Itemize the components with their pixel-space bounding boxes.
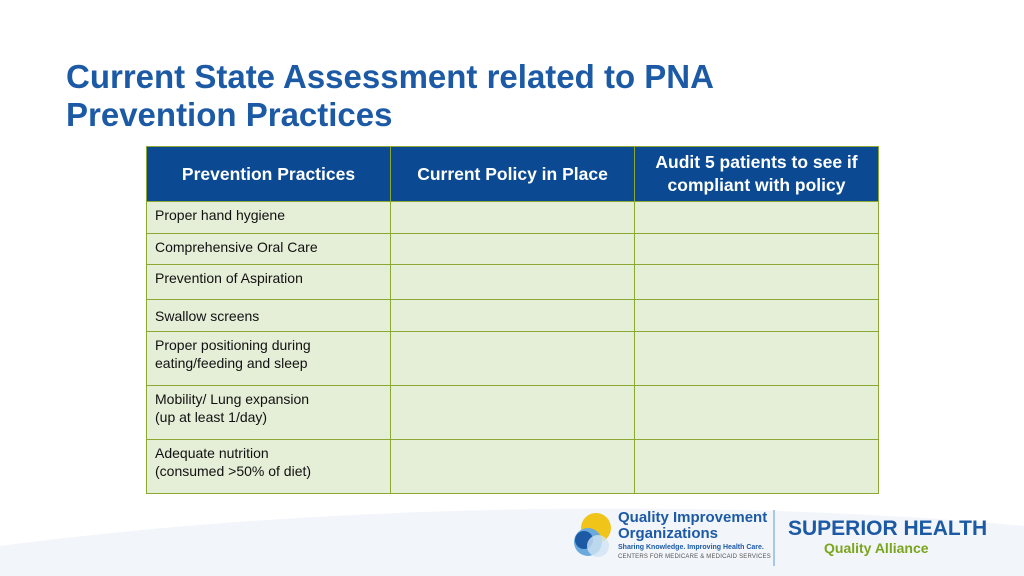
shqa-logo (788, 518, 987, 556)
shqa-subname: Quality Alliance (824, 540, 929, 556)
prevention-practices-table (146, 146, 879, 494)
qio-tagline: Sharing Knowledge. Improving Health Care. (618, 544, 764, 551)
table-row (147, 265, 879, 300)
table-row (147, 234, 879, 265)
practice-cell: Swallow screens (147, 300, 391, 332)
audit-cell[interactable] (635, 202, 879, 234)
policy-cell[interactable] (391, 300, 635, 332)
practice-cell: Mobility/ Lung expansion (up at least 1/day) (147, 386, 391, 440)
practice-cell: Adequate nutrition (consumed >50% of diet) (147, 440, 391, 494)
table-row (147, 332, 879, 386)
table-row (147, 300, 879, 332)
policy-cell[interactable] (391, 440, 635, 494)
logo-divider (773, 510, 775, 566)
header-current-policy: Current Policy in Place (391, 147, 635, 202)
policy-cell[interactable] (391, 265, 635, 300)
qio-cms: CENTERS FOR MEDICARE & MEDICAID SERVICES (618, 554, 771, 560)
policy-cell[interactable] (391, 202, 635, 234)
audit-cell[interactable] (635, 386, 879, 440)
qio-name-line-2: Organizations (618, 525, 719, 542)
practice-cell: Proper positioning during eating/feeding and sleep (147, 332, 391, 386)
qio-logo-text (618, 510, 771, 560)
practice-cell: Prevention of Aspiration (147, 265, 391, 300)
policy-cell[interactable] (391, 332, 635, 386)
table-row (147, 440, 879, 494)
audit-cell[interactable] (635, 440, 879, 494)
audit-cell[interactable] (635, 234, 879, 265)
table-row (147, 202, 879, 234)
header-prevention-practices: Prevention Practices (147, 147, 391, 202)
title-line-2: Prevention Practices (66, 96, 393, 133)
page-title (66, 58, 826, 134)
qio-name-line-1: Quality Improvement (618, 509, 768, 526)
header-audit-patients: Audit 5 patients to see if compliant with policy (635, 147, 879, 202)
policy-cell[interactable] (391, 234, 635, 265)
table-row (147, 386, 879, 440)
audit-cell[interactable] (635, 265, 879, 300)
table-header-row (147, 147, 879, 202)
qio-logo-icon (570, 510, 614, 562)
shqa-name: SUPERIOR HEALTH (788, 517, 988, 540)
title-line-1: Current State Assessment related to PNA (66, 58, 714, 95)
audit-cell[interactable] (635, 332, 879, 386)
audit-cell[interactable] (635, 300, 879, 332)
practice-cell: Proper hand hygiene (147, 202, 391, 234)
policy-cell[interactable] (391, 386, 635, 440)
practice-cell: Comprehensive Oral Care (147, 234, 391, 265)
footer-logos (566, 508, 996, 568)
